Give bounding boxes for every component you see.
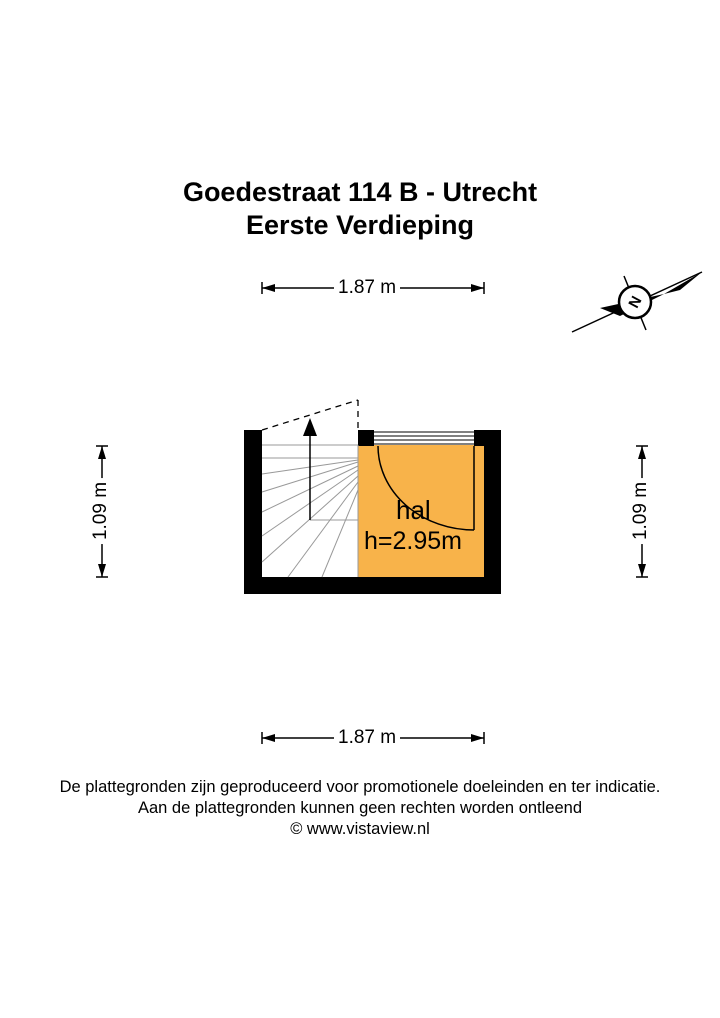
window xyxy=(374,432,474,444)
plan-title: Goedestraat 114 B - Utrecht xyxy=(182,177,538,207)
compass-north-label xyxy=(623,290,647,314)
disclaimer-line-2: Aan de plattegronden kunnen geen rechten worden ontleend xyxy=(137,799,583,817)
dimension-left-label: 1.09 m xyxy=(90,478,112,544)
disclaimer-line-1: De plattegronden zijn geproduceerd voor promotionele doeleinden en ter indicatie. xyxy=(59,778,661,796)
floor-subtitle: Eerste Verdieping xyxy=(245,210,475,240)
room-name-label: hal xyxy=(396,495,431,525)
svg-text:N: N xyxy=(625,293,646,312)
room-height-label: h=2.95m xyxy=(364,527,462,555)
dimension-right-label: 1.09 m xyxy=(630,478,652,544)
copyright-line: © www.vistaview.nl xyxy=(290,820,430,838)
dimension-top-label: 1.87 m xyxy=(334,277,400,299)
dimension-bottom-label: 1.87 m xyxy=(334,727,400,749)
